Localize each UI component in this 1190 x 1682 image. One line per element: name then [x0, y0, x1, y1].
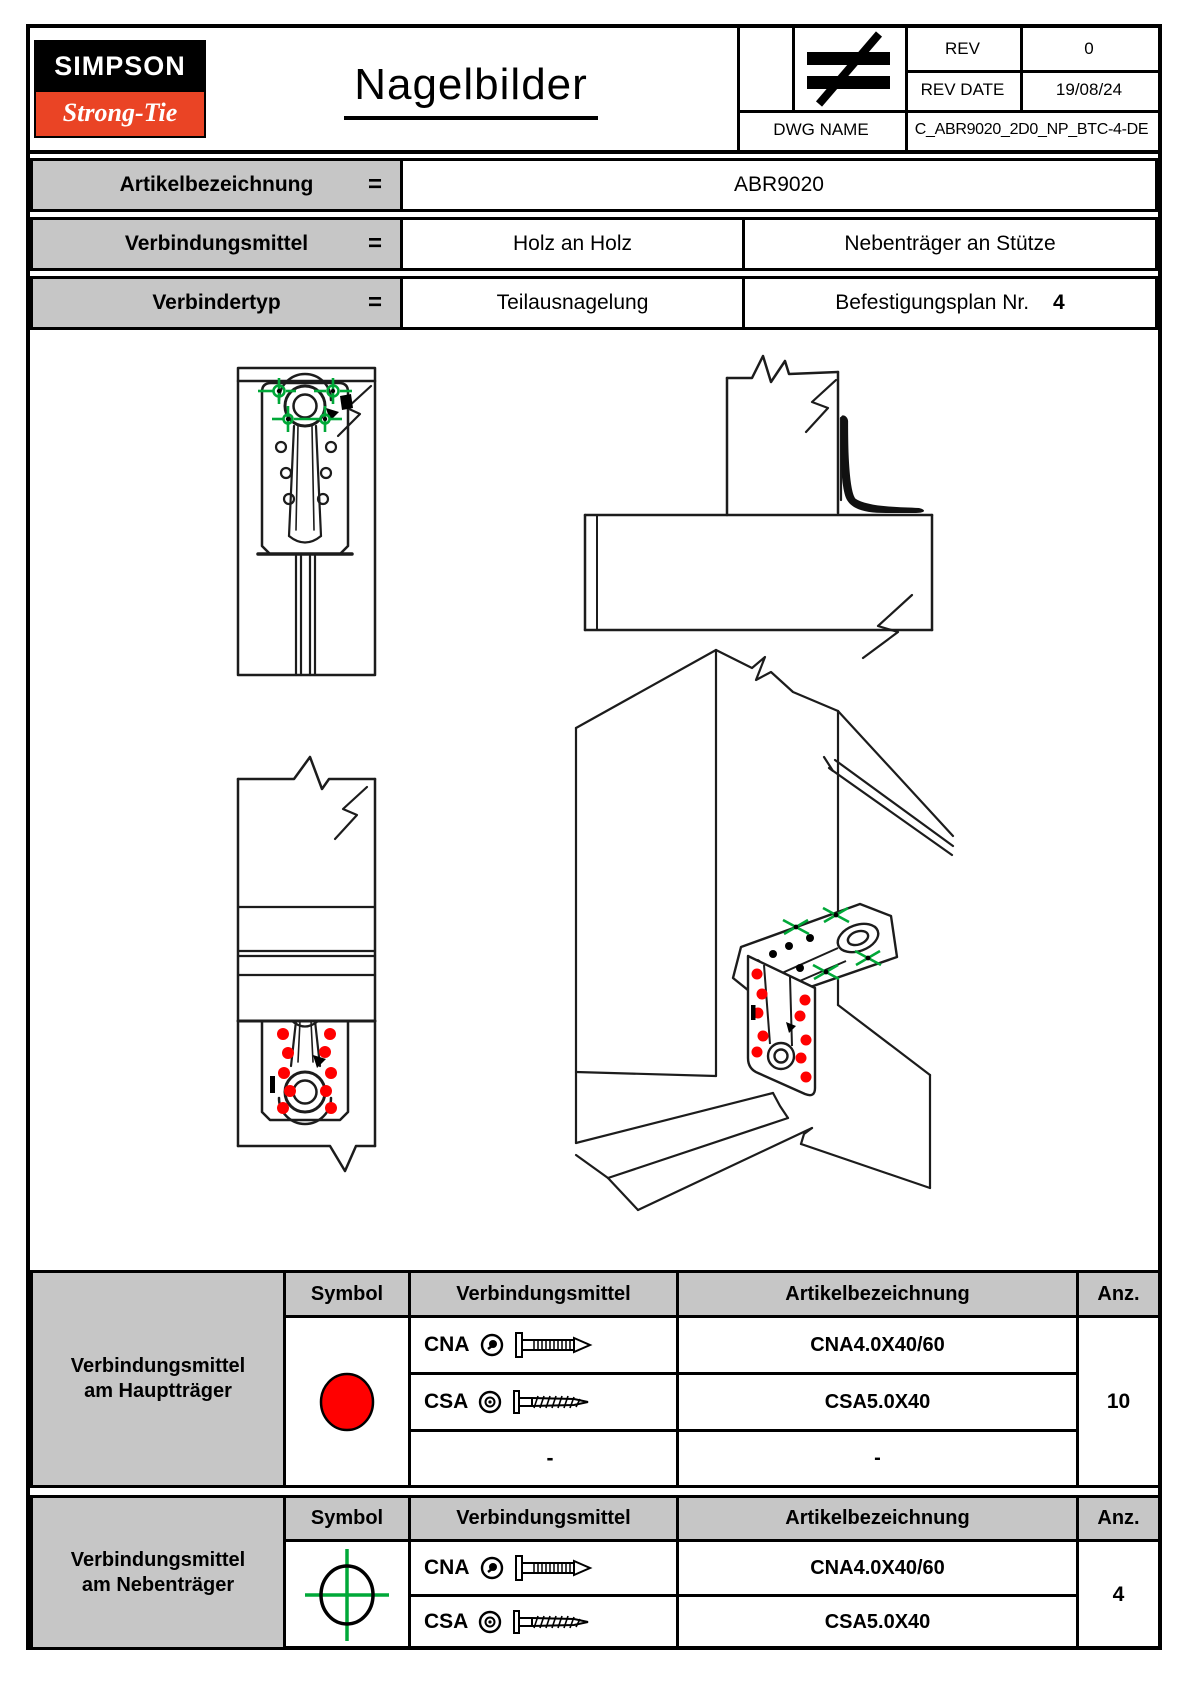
- nail-hole-icon: [276, 442, 336, 504]
- break-line-icon: [806, 380, 836, 432]
- screw-head-icon: [478, 1390, 502, 1414]
- col-header-anz: Anz.: [1078, 1272, 1160, 1317]
- break-line-icon: [716, 650, 838, 711]
- col-header-symbol: Symbol: [285, 1272, 410, 1317]
- connection-type-value: Holz an Holz: [403, 220, 745, 268]
- article-cell: CNA4.0X40/60: [678, 1541, 1078, 1596]
- page-title: Nagelbilder: [344, 60, 598, 120]
- nail-icon: [514, 1330, 606, 1360]
- logo-strongtie-text: Strong-Tie: [34, 92, 206, 138]
- col-header-anz: Anz.: [1078, 1497, 1160, 1541]
- screw-head-icon: [478, 1610, 502, 1634]
- info-label-text: Artikelbezeichnung: [119, 173, 314, 196]
- break-line-icon: [338, 386, 371, 436]
- red-filled-circle-icon: [312, 1367, 382, 1437]
- header-bottom-rule: [30, 150, 1158, 154]
- fastener-code: CNA: [424, 1556, 470, 1579]
- simpson-strongtie-logo: [34, 40, 206, 138]
- rev-date-value: 19/08/24: [1055, 80, 1123, 99]
- label-line2: am Hauptträger: [84, 1380, 232, 1402]
- article-cell: CSA5.0X40: [678, 1374, 1078, 1431]
- front-view-top: [205, 345, 415, 685]
- fastening-plan-label: Befestigungsplan Nr.: [835, 291, 1030, 314]
- fastener-code: CSA: [424, 1390, 469, 1413]
- fastener-code-cell: [410, 1431, 678, 1487]
- col-header-artikelbezeichnung: Artikelbezeichnung: [678, 1272, 1078, 1317]
- rev-value: 0: [1084, 39, 1094, 58]
- green-crosshair-circle-icon: [297, 1545, 397, 1645]
- fastener-table-haupttraeger: [30, 1270, 1161, 1488]
- info-row-verbindertyp: [30, 276, 1158, 330]
- col-header-verbindungsmittel: Verbindungsmittel: [410, 1497, 678, 1541]
- quantity-cell: 4: [1078, 1541, 1160, 1649]
- connection-detail-value: Nebenträger an Stütze: [844, 232, 1056, 255]
- nailing-type-value: Teilausnagelung: [403, 279, 745, 327]
- info-label: [33, 220, 403, 268]
- symbol-cell: [285, 1317, 410, 1487]
- dwg-name-value: C_ABR9020_2D0_NP_BTC-4-DE: [914, 121, 1149, 138]
- article-cell: CSA5.0X40: [678, 1596, 1078, 1649]
- logo-simpson-text: SIMPSON: [34, 40, 206, 92]
- equals-sign: =: [367, 289, 382, 316]
- sheet-title: [205, 40, 737, 140]
- fastener-code-cell: [410, 1317, 678, 1374]
- break-line-icon: [335, 787, 367, 839]
- col-header-artikelbezeichnung: Artikelbezeichnung: [678, 1497, 1078, 1541]
- isometric-view: [545, 640, 965, 1240]
- rev-date-label: REV DATE: [920, 80, 1005, 99]
- table-row-label: [32, 1272, 285, 1487]
- fastener-table-nebentraeger: [30, 1495, 1161, 1650]
- screw-icon: [512, 1607, 604, 1637]
- front-view-bottom: [205, 748, 415, 1183]
- nail-head-icon: [480, 1333, 504, 1357]
- col-header-verbindungsmittel: Verbindungsmittel: [410, 1272, 678, 1317]
- article-cell: CNA4.0X40/60: [678, 1317, 1078, 1374]
- info-label: [33, 161, 403, 209]
- side-view: [535, 335, 975, 665]
- bracket-profile: [841, 415, 924, 513]
- fastening-plan-cell: [745, 279, 1155, 327]
- info-label-text: Verbindungsmittel: [124, 232, 309, 255]
- info-row-verbindungsmittel: [30, 217, 1158, 271]
- marking-icon: [270, 1076, 275, 1093]
- fastener-code-cell: [410, 1541, 678, 1596]
- label-line2: am Nebenträger: [81, 1573, 235, 1596]
- fastener-code: CSA: [424, 1610, 469, 1633]
- fastening-plan-number: 4: [1053, 291, 1065, 314]
- fastener-code: -: [546, 1446, 554, 1470]
- info-label-text: Verbindertyp: [152, 291, 281, 314]
- nail-icon: [514, 1553, 606, 1583]
- quantity-cell: 10: [1078, 1317, 1160, 1487]
- label-line1: Verbindungsmittel: [70, 1548, 246, 1571]
- rev-label: REV: [945, 39, 980, 58]
- fastener-code-cell: [410, 1374, 678, 1431]
- screw-icon: [512, 1387, 604, 1417]
- marking-icon: [751, 1005, 756, 1020]
- info-row-artikelbezeichnung: [30, 158, 1158, 212]
- marking-icon: [340, 394, 353, 410]
- label-line1: Verbindungsmittel: [70, 1355, 246, 1377]
- col-header-symbol: Symbol: [285, 1497, 410, 1541]
- article-value: ABR9020: [734, 173, 824, 196]
- fastener-code: CNA: [424, 1333, 470, 1356]
- not-equal-projection-icon: [792, 28, 905, 110]
- table-row-label: [32, 1497, 285, 1649]
- symbol-cell: [285, 1541, 410, 1649]
- dwg-name-label: DWG NAME: [773, 120, 869, 139]
- article-cell: -: [678, 1431, 1078, 1487]
- info-label: [33, 279, 403, 327]
- equals-sign: =: [367, 230, 382, 257]
- fastener-code-cell: [410, 1596, 678, 1649]
- equals-sign: =: [367, 171, 382, 198]
- nail-head-icon: [480, 1556, 504, 1580]
